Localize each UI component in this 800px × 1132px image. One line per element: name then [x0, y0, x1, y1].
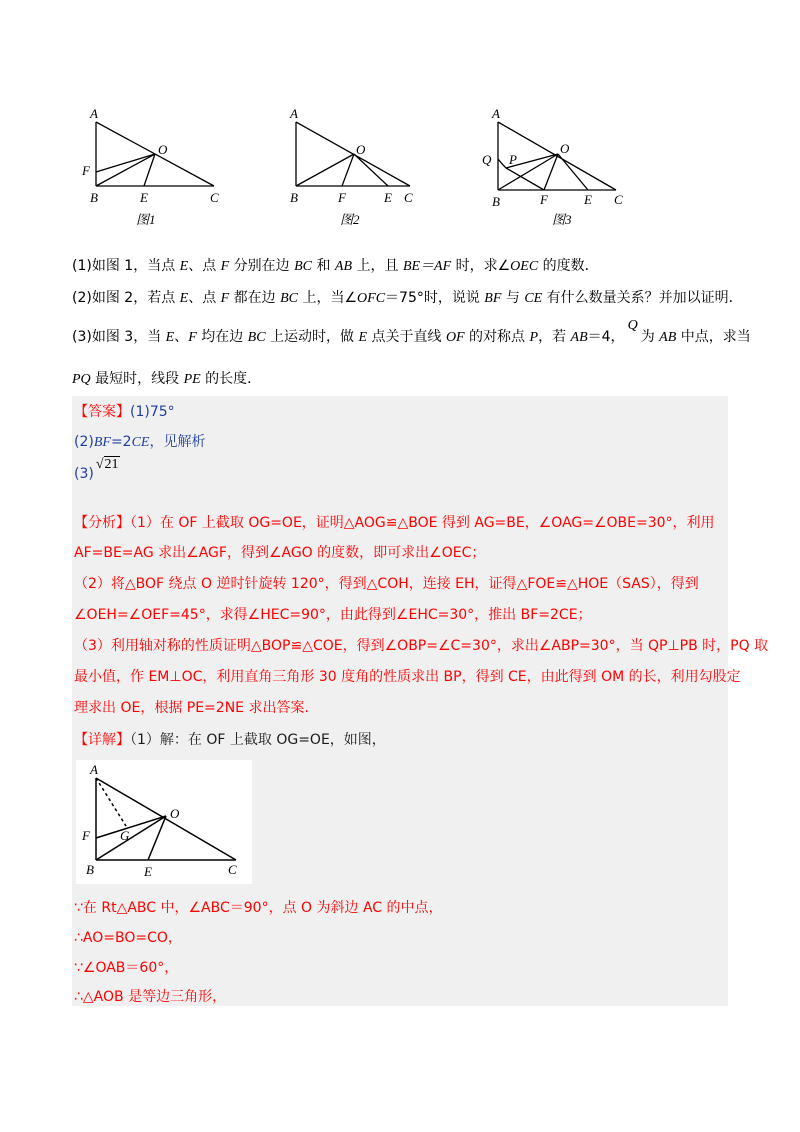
figure-4 [76, 760, 252, 884]
figure-3 [478, 104, 648, 234]
fig2-label-b: B [290, 190, 298, 205]
fig3-label-q: Q [482, 152, 492, 167]
answer-3-sqrt: √21 [95, 457, 119, 472]
figure-1 [76, 104, 236, 234]
fig1-label-f: F [82, 163, 90, 178]
analysis-line-3: （2）将△BOF 绕点 O 逆时针旋转 120°，得到△COH，连接 EH，证得△FOE≌△HOE（SAS），得到 [74, 576, 699, 592]
detail-line-2: ∴AO=BO=CO， [74, 930, 182, 946]
fig3-label-e: E [584, 192, 592, 207]
analysis-tag: 【分析】 [74, 515, 130, 531]
detail-line-intro: 【详解】（1）解：在 OF 上截取 OG=OE，如图， [74, 732, 386, 748]
fig3-label-c: C [614, 192, 623, 207]
fig1-label-b: B [90, 190, 98, 205]
fig4-label-f: F [82, 828, 90, 843]
answer-line-2: (2)BF=2CE，见解析 [74, 434, 206, 450]
fig3-label-o: O [560, 141, 570, 156]
detail-line-4: ∴△AOB 是等边三角形， [74, 989, 227, 1005]
answer-tag: 【答案】 [74, 404, 130, 420]
analysis-line-2: AF=BE=AG 求出∠AGF，得到∠AGO 的度数，即可求出∠OEC； [74, 545, 486, 561]
analysis-line-6: 最小值，作 EM⊥OC，利用直角三角形 30 度角的性质求出 BP，得到 CE，由此得到 OM 的长，利用勾股定 [74, 669, 741, 685]
answer-line-1 [74, 402, 726, 422]
question-3-cont: PQ 最短时，线段 PE 的长度． [72, 371, 262, 387]
question-3: (3)如图 3，当 E、F 均在边 BC 上运动时，做 E 点关于直线 OF 的对称点 P，若 AB＝4，Q为 AB 中点，求当 [72, 318, 751, 345]
fig1-caption: 图1 [136, 212, 156, 227]
fig2-label-a: A [290, 106, 298, 121]
detail-line-1: ∵在 Rt△ABC 中，∠ABC＝90°，点 O 为斜边 AC 的中点， [74, 900, 443, 916]
analysis-line-7: 理求出 OE，根据 PE=2NE 求出答案. [74, 700, 309, 716]
question-2: (2)如图 2，若点 E、点 F 都在边 BC 上，当∠OFC＝75°时，说说 BF 与 CE 有什么数量关系？并加以证明． [72, 290, 743, 306]
analysis-line-5: （3）利用轴对称的性质证明△BOP≌△COE，得到∠OBP=∠C=30°，求出∠ABP=30°，当 QP⊥PB 时，PQ 取 [74, 638, 769, 654]
detail-line-3: ∵∠OAB＝60°， [74, 960, 179, 976]
answer-line-3: (3)√21 [74, 457, 119, 482]
fig3-label-f: F [540, 192, 548, 207]
fig1-label-o: O [158, 142, 168, 157]
analysis-line-1: 【分析】（1）在 OF 上截取 OG=OE，证明△AOG≌△BOE 得到 AG=BE，∠OAG=∠OBE=30°，利用 [74, 515, 715, 531]
fig4-label-e: E [144, 864, 152, 879]
fig1-label-e: E [140, 190, 148, 205]
fig1-label-c: C [210, 190, 219, 205]
fig4-label-g: G [120, 828, 130, 843]
detail-tag: 【详解】 [74, 732, 130, 748]
fig1-label-a: A [90, 106, 98, 121]
fig4-label-o: O [170, 806, 180, 821]
fig2-label-c: C [404, 190, 413, 205]
fig3-label-b: B [492, 194, 500, 209]
fig4-label-a: A [90, 762, 98, 777]
fig4-label-b: B [86, 862, 94, 877]
fig4-label-c: C [228, 862, 237, 877]
fig2-label-f: F [338, 190, 346, 205]
fig3-label-a: A [492, 106, 500, 121]
fig3-caption: 图3 [552, 212, 572, 227]
fig2-caption: 图2 [340, 212, 360, 227]
fig2-label-o: O [356, 142, 366, 157]
fig3-label-p: P [509, 152, 517, 167]
question-1: (1)如图 1，当点 E、点 F 分别在边 BC 和 AB 上，且 BE＝AF 时，求∠OEC 的度数． [72, 258, 599, 274]
fig2-label-e: E [384, 190, 392, 205]
analysis-line-4: ∠OEH=∠OEF=45°，求得∠HEC=90°，由此得到∠EHC=30°，推出 BF=2CE； [74, 607, 592, 623]
figure-2 [280, 104, 440, 234]
answer-1: (1)75° [130, 404, 175, 420]
